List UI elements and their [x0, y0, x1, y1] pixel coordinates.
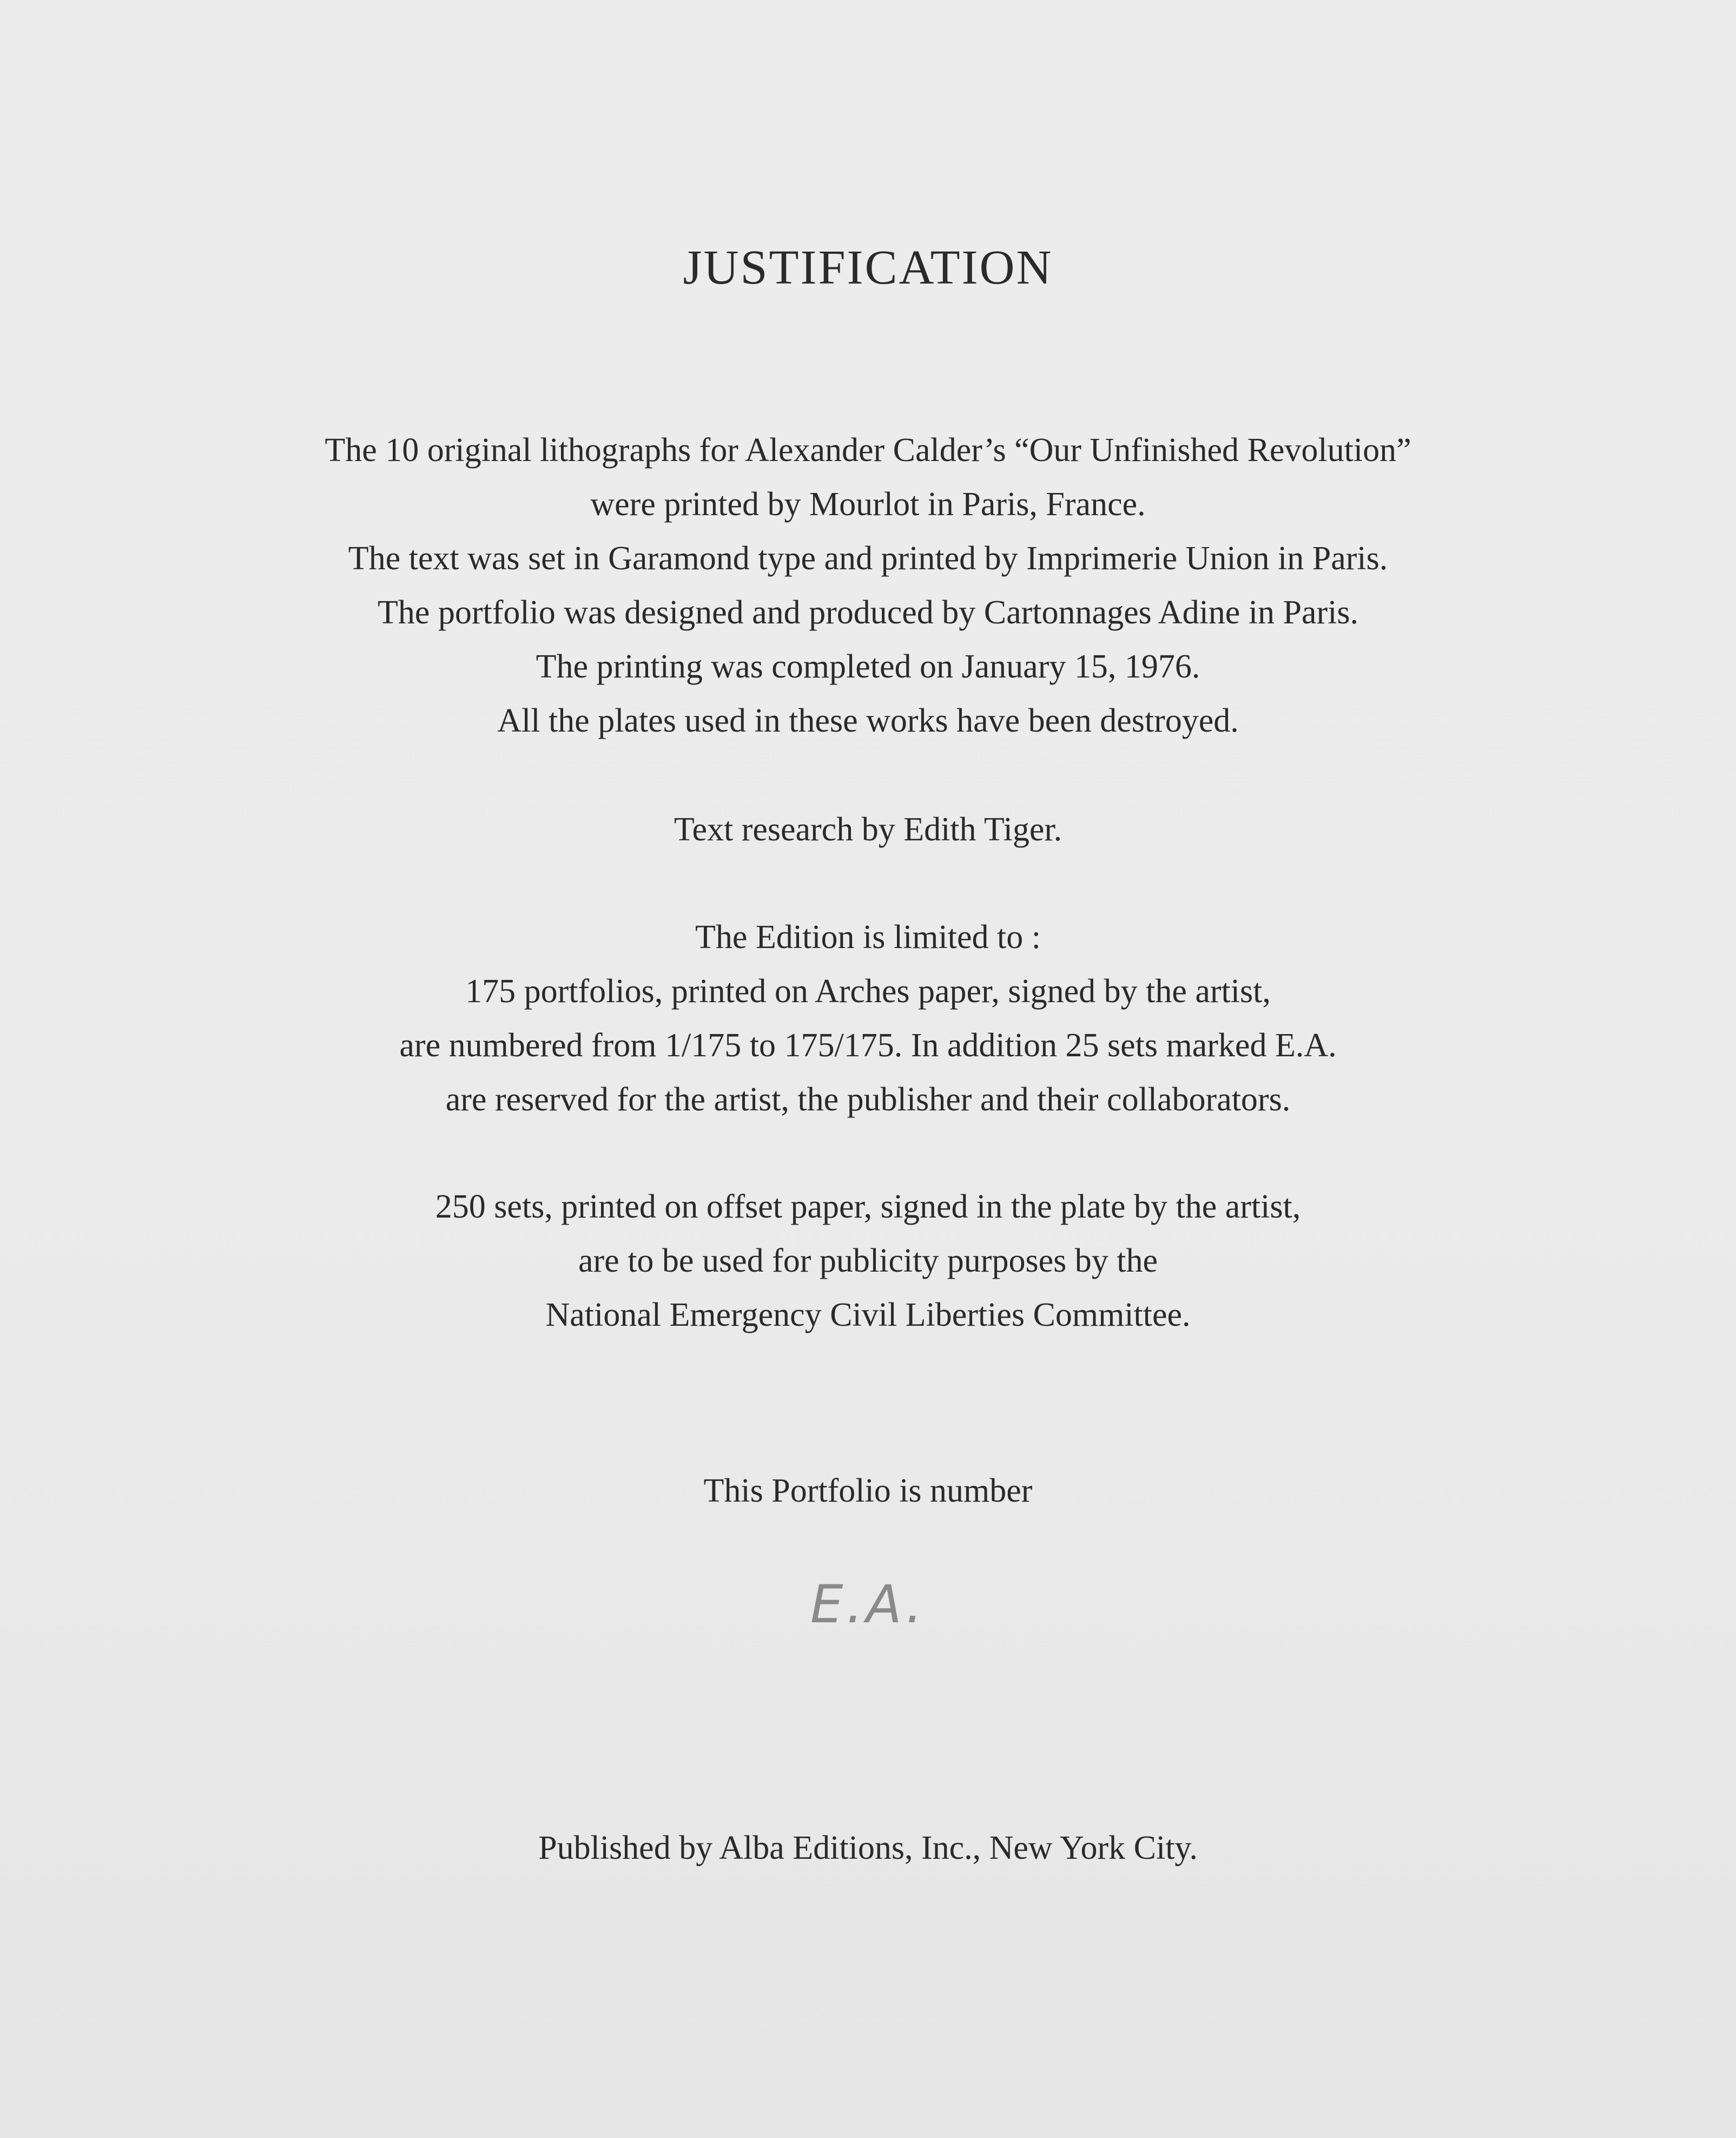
offset-sets-paragraph — [0, 1180, 1736, 1342]
colophon-line: were printed by Mourlot in Paris, France. — [590, 486, 1146, 523]
edition-line: The Edition is limited to : — [695, 919, 1041, 956]
colophon-line: The printing was completed on January 15, 1976. — [536, 648, 1200, 685]
offset-line: 250 sets, printed on offset paper, signed in the plate by the artist, — [435, 1188, 1301, 1225]
colophon-line: All the plates used in these works have been destroyed. — [497, 702, 1239, 739]
colophon-line: The text was set in Garamond type and printed by Imprimerie Union in Paris. — [348, 540, 1388, 577]
page-title: JUSTIFICATION — [683, 241, 1053, 294]
publisher-credit — [0, 1821, 1736, 1875]
portfolio-label-line: This Portfolio is number — [703, 1472, 1033, 1509]
edition-paragraph — [0, 910, 1736, 1127]
offset-line: are to be used for publicity purposes by the — [578, 1242, 1158, 1279]
research-line: Text research by Edith Tiger. — [674, 811, 1062, 848]
edition-line: are numbered from 1/175 to 175/175. In addition 25 sets marked E.A. — [399, 1027, 1337, 1064]
edition-line: 175 portfolios, printed on Arches paper, signed by the artist, — [465, 973, 1271, 1010]
colophon-line: The 10 original lithographs for Alexander Calder’s “Our Unfinished Revolution” — [325, 432, 1411, 469]
research-credit — [0, 802, 1736, 857]
publisher-line: Published by Alba Editions, Inc., New York City. — [538, 1830, 1198, 1866]
edition-line: are reserved for the artist, the publisher and their collaborators. — [445, 1081, 1291, 1118]
colophon-line: The portfolio was designed and produced by Cartonnages Adine in Paris. — [377, 594, 1359, 631]
portfolio-number-label — [0, 1464, 1736, 1518]
offset-line: National Emergency Civil Liberties Committee. — [545, 1297, 1191, 1333]
handwritten-portfolio-number: E.A. — [810, 1574, 926, 1635]
colophon-paragraph — [0, 423, 1736, 748]
